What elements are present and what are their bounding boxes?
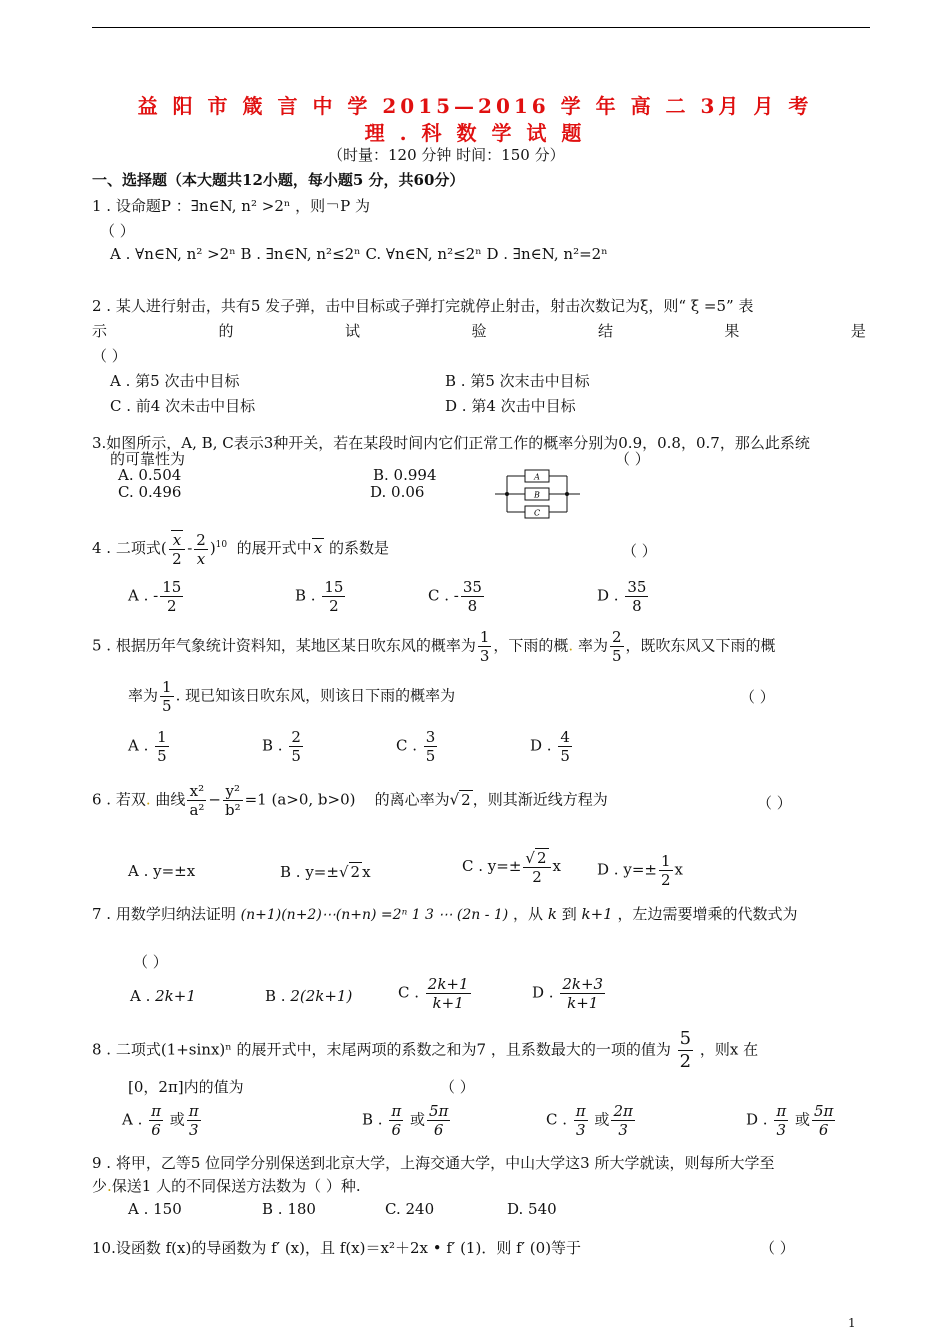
q4-c-den: 8	[467, 597, 478, 615]
q4-a-sign: -	[153, 586, 159, 605]
q3-option-c: C. 0.496	[118, 483, 182, 501]
q6-c-label: C .	[462, 857, 488, 875]
q8-b-d1: 6	[391, 1121, 402, 1139]
q6-d-num: 1	[660, 852, 671, 870]
q7-c-label: C .	[398, 983, 424, 1002]
q8-c-frac2	[611, 1102, 634, 1139]
q8-b-label: B .	[362, 1110, 388, 1129]
q5-b-label: B .	[262, 736, 288, 755]
q5-d-frac	[558, 728, 572, 765]
q6-stem: 6 . 若双. 曲线 $\frac{\text{x²}}{\text{a²}}$ − $\frac{\text{y²}}{\text{b²}}$ =1 (a>0, b>0) 的离心率为√ 2 ，则其渐近线方程为	[92, 782, 608, 819]
q5-frac-2	[610, 628, 624, 665]
q5-option-a	[128, 728, 171, 765]
title-line-2-text: 理 . 科 数 学 试 题	[364, 121, 586, 145]
q5-part3: 率为	[577, 636, 608, 655]
q4-frac-2	[194, 531, 208, 568]
q6-ys: y²	[223, 782, 243, 801]
q4-lead: 4 . 二项式	[92, 539, 161, 557]
q6-c-den: 2	[532, 868, 542, 886]
q10-stem: 10.设函数 f(x)的导函数为 f′ (x)，且 f(x)＝x²＋2x • f′ (1)．则 f′ (0)等于	[92, 1239, 582, 1257]
q5-c-label: C .	[396, 736, 422, 755]
q5-line-2	[128, 678, 455, 715]
q4-c-frac	[461, 578, 484, 615]
q4-stem: 4 . 二项式( $\frac{x}{2}$ - $\frac{2}{x}$ )$^{10}$ 的展开式中 x 的系数是	[92, 530, 389, 568]
q6-c-sqrt: 2	[536, 849, 547, 867]
q8-a-n1: π	[151, 1102, 161, 1120]
q2-word: 试	[344, 322, 360, 340]
q6-cond: =1 (a>0, b>0)	[244, 790, 356, 809]
q8-num: 5	[679, 1028, 692, 1049]
q4-b-num: 15	[324, 578, 344, 596]
q8-d-n1: π	[776, 1102, 787, 1120]
q6-b-text: y=±	[305, 863, 339, 881]
q5-f2-den: 5	[612, 647, 622, 665]
section-heading: 一、选择题（本大题共12小题，每小题5 分，共60分）	[92, 171, 465, 189]
q2-spread-line	[92, 320, 866, 341]
q5-mark: .	[568, 636, 574, 655]
title-line-2	[0, 117, 950, 146]
q6-part4: ，则其渐近线方程为	[472, 790, 608, 809]
q3-stem-2: 的可靠性为	[110, 450, 186, 468]
q6-b-label: B .	[280, 863, 306, 881]
q5-f3-num: 1	[162, 678, 172, 696]
q7-d-frac	[560, 975, 605, 1012]
q7-a-text: 2k+1	[155, 987, 196, 1005]
q6-option-d	[597, 852, 683, 889]
q10-answer-paren: （ ）	[760, 1239, 795, 1257]
q3-option-a: A. 0.504	[118, 466, 182, 484]
q6-b-x: x	[362, 863, 371, 881]
q5-line-1	[92, 628, 776, 665]
q7-part1: 7 . 用数学归纳法证明	[92, 905, 236, 923]
q9-line2a: 少	[92, 1177, 108, 1195]
q7-c-frac	[426, 975, 471, 1012]
q3-stem: 3.如图所示，A, B, C表示3种开关，若在某段时间内它们正常工作的概率分别为0.9，0.8，0.7，那么此系统	[92, 434, 810, 452]
q5-option-b	[262, 728, 305, 765]
q8-c-d1: 3	[575, 1121, 586, 1139]
q7-option-c	[398, 975, 473, 1012]
q5-f1-den: 3	[479, 647, 490, 665]
q5-a-den: 5	[157, 747, 167, 765]
circuit-diagram	[495, 466, 580, 522]
q5-c-frac	[424, 728, 438, 765]
q7-k: k	[547, 905, 557, 923]
q6-sqrt2: 2	[461, 790, 471, 809]
q8-option-c	[546, 1102, 637, 1139]
q4-d-frac	[625, 578, 648, 615]
q2-answer-paren: （ ）	[92, 347, 127, 365]
q9-option-d: D. 540	[507, 1200, 557, 1218]
q4-a-label: A .	[128, 586, 154, 605]
q8-b-frac2	[427, 1102, 450, 1139]
q4-exponent: 10	[215, 540, 228, 550]
q7-d-den: k+1	[567, 994, 599, 1012]
q6-option-b: B . y=±√ 2 x	[280, 863, 371, 881]
q7-formula: (n+1)(n+2)⋯(n+n) =2ⁿ 1 3 ⋯ (2n - 1)	[240, 907, 509, 923]
q7-part4: ，左边需要增乘的代数式为	[617, 905, 798, 923]
q5-line2b: . 现已知该日吹东风，则该日下雨的概率为	[175, 686, 456, 705]
q8-b-n1: π	[391, 1102, 402, 1120]
q6-d-label: D .	[597, 860, 624, 879]
q6-frac-y	[223, 782, 243, 819]
q4-a-den: 2	[166, 597, 177, 615]
q3-option-b: B. 0.994	[373, 466, 437, 484]
q5-a-num: 1	[157, 728, 167, 746]
q8-c-d2: 3	[618, 1121, 628, 1139]
q7-d-label: D .	[532, 983, 559, 1002]
q9-line-1: 9 . 将甲，乙等5 位同学分别保送到北京大学，上海交通大学，中山大学这3 所大学就读，则每所大学至	[92, 1154, 775, 1172]
q7-answer-paren: （ ）	[133, 953, 168, 971]
q4-tail: 的系数是	[328, 539, 389, 557]
q7-c-num: 2k+1	[427, 975, 469, 993]
q6-d-frac	[659, 852, 673, 889]
q4-num-2: 2	[196, 530, 206, 549]
q7-option-d	[532, 975, 607, 1012]
switch-c-label: C	[533, 508, 541, 518]
q7-stem	[92, 903, 798, 924]
q8-option-d	[746, 1102, 837, 1139]
q5-b-frac	[289, 728, 303, 765]
q4-c-sign: -	[453, 586, 459, 605]
q4-sqrt-x: x	[172, 531, 182, 549]
q2-option-c: C . 前4 次未击中目标	[110, 397, 256, 415]
q8-option-a	[122, 1102, 203, 1139]
q7-k1: k+1	[581, 905, 613, 923]
q4-c-label: C .	[428, 586, 454, 605]
q4-option-b	[295, 578, 347, 615]
q2-option-d: D . 第4 次击中目标	[445, 397, 576, 415]
q7-part3: 到	[561, 905, 577, 923]
q8-a-frac1	[149, 1102, 163, 1139]
q2-word: 是	[850, 322, 866, 340]
q8-a-label: A .	[122, 1110, 148, 1129]
q6-bs: b²	[224, 801, 241, 819]
switch-a-label: A	[534, 472, 540, 482]
q9-line-2	[92, 1175, 361, 1196]
q7-option-b	[265, 987, 352, 1005]
q9-option-c: C. 240	[385, 1200, 435, 1218]
q4-d-den: 8	[632, 597, 642, 615]
q2-word: 的	[218, 322, 234, 340]
q5-f2-num: 2	[612, 628, 622, 646]
q9-option-a: A . 150	[128, 1200, 182, 1218]
q8-d-label: D .	[746, 1110, 773, 1129]
q4-den-1: 2	[172, 550, 182, 568]
q5-b-num: 2	[291, 728, 301, 746]
q5-part4: ，既吹东风又下雨的概	[625, 636, 776, 655]
q7-part2: ，从	[513, 905, 544, 923]
q5-c-den: 5	[425, 747, 436, 765]
q4-d-label: D .	[597, 586, 624, 605]
q4-c-num: 35	[462, 578, 482, 596]
q6-part2: 曲线	[155, 790, 186, 809]
q8-b-or: 或	[409, 1110, 425, 1129]
q4-a-num: 15	[162, 578, 182, 596]
q3-answer-paren: （ ）	[615, 450, 650, 468]
q5-frac-3	[160, 678, 174, 715]
q8-c-or: 或	[594, 1110, 610, 1129]
q6-d-text: y=±	[623, 860, 657, 879]
q1-answer-paren: （ ）	[100, 222, 135, 240]
q8-d-n2: 5π	[814, 1102, 834, 1120]
switch-b-label: B	[534, 490, 540, 500]
top-rule	[92, 27, 870, 28]
q5-a-label: A .	[128, 736, 154, 755]
q8-c-label: C .	[546, 1110, 572, 1129]
q4-b-frac	[322, 578, 345, 615]
q2-stem: 2 . 某人进行射击，共有5 发子弹，击中目标或子弹打完就停止射击，射击次数记为ξ，则“ ξ =5” 表	[92, 297, 754, 315]
q6-xs: x²	[187, 782, 206, 801]
q6-d-x: x	[674, 860, 683, 879]
q8-a-d2: 3	[188, 1121, 199, 1139]
q8-d-d2: 6	[818, 1121, 829, 1139]
q8-b-n2: 5π	[428, 1102, 449, 1120]
q5-f1-num: 1	[479, 628, 490, 646]
q8-a-n2: π	[188, 1102, 199, 1120]
q8-d-or: 或	[794, 1110, 810, 1129]
q8-a-frac2	[187, 1102, 201, 1139]
q8-answer-paren: （ ）	[440, 1078, 475, 1096]
q1-options: A . ∀n∈N, n² >2ⁿ B . ∃n∈N, n²≤2ⁿ C. ∀n∈N, n²≤2ⁿ D . ∃n∈N, n²=2ⁿ	[110, 245, 608, 263]
q5-part2: ，下雨的概	[493, 636, 569, 655]
q6-mark: .	[145, 790, 151, 809]
q7-b-label: B .	[265, 987, 291, 1005]
q4-option-d	[597, 578, 650, 615]
q6-as: a²	[189, 801, 205, 819]
q6-option-c	[462, 848, 561, 886]
q8-c-n2: 2π	[613, 1102, 633, 1120]
q8-b-d2: 6	[433, 1121, 444, 1139]
q2-option-b: B . 第5 次末击中目标	[445, 372, 590, 390]
q6-c-text: y=±	[487, 857, 522, 875]
q5-option-c	[396, 728, 439, 765]
q6-part3: 的离心率为	[374, 790, 450, 809]
q5-d-label: D .	[530, 736, 557, 755]
q5-c-num: 3	[425, 728, 436, 746]
q6-option-a: A . y=±x	[128, 862, 196, 880]
q4-minus: -	[187, 539, 193, 557]
q4-option-c	[428, 578, 486, 615]
q5-d-num: 4	[560, 728, 570, 746]
q8-c-frac1	[574, 1102, 588, 1139]
q2-word: 果	[724, 322, 740, 340]
q2-word: 验	[471, 322, 487, 340]
q5-part1: 5 . 根据历年气象统计资料知，某地区某日吹东风的概率为	[92, 636, 476, 655]
q8-a-or: 或	[169, 1110, 185, 1129]
q9-mark: .	[107, 1177, 112, 1195]
q8-b-frac1	[389, 1102, 403, 1139]
q2-option-a: A . 第5 次击中目标	[110, 372, 240, 390]
q2-word: 结	[597, 322, 613, 340]
q8-line-2: [0，2π]内的值为	[128, 1078, 244, 1096]
q4-answer-paren: （ ）	[622, 542, 657, 560]
q4-d-num: 35	[627, 578, 647, 596]
q6-c-num: √ 2	[523, 848, 550, 868]
q4-sqrt-x-2: x	[313, 539, 323, 557]
q4-b-label: B .	[295, 586, 321, 605]
q8-option-b	[362, 1102, 452, 1139]
q8-d-frac2	[812, 1102, 835, 1139]
title-line-1: 益 阳 市 箴 言 中 学 2015—2016 学 年 高 二 3月 月 考	[137, 94, 813, 118]
q9-option-b: B . 180	[262, 1200, 316, 1218]
q5-a-frac	[155, 728, 169, 765]
q4-a-frac	[160, 578, 183, 615]
q5-d-den: 5	[560, 747, 570, 765]
q6-b-sqrt: 2	[350, 863, 361, 881]
q6-c-frac	[523, 848, 550, 886]
q8-stem	[92, 1028, 758, 1073]
page-number: 1	[848, 1316, 856, 1330]
q7-option-a	[130, 987, 196, 1005]
q5-f3-den: 5	[162, 697, 172, 715]
q8-part2: ，则x 在	[699, 1040, 759, 1059]
q8-d-d1: 3	[776, 1121, 787, 1139]
q8-a-d1: 6	[151, 1121, 161, 1139]
q1-stem: 1 . 设命题P ：∃n∈N, n² >2ⁿ ，则￢P 为	[92, 197, 370, 215]
q4-option-a	[128, 578, 185, 615]
q6-part1: 6 . 若双	[92, 790, 146, 809]
q8-part1: 8 . 二项式(1+sinx)ⁿ 的展开式中，末尾两项的系数之和为7 ，且系数最大的一项的值为	[92, 1040, 671, 1059]
q6-c-x: x	[552, 857, 561, 875]
q5-frac-1	[478, 628, 492, 665]
q3-option-d: D. 0.06	[370, 483, 425, 501]
time-info: （时量：120 分钟 时间：150 分）	[328, 146, 565, 164]
q5-option-d	[530, 728, 574, 765]
q4-den-2: x	[196, 549, 206, 568]
q2-word: 示	[92, 322, 108, 340]
q8-d-frac1	[774, 1102, 788, 1139]
q4-mid: 的展开式中	[236, 539, 312, 557]
q4-b-den: 2	[329, 597, 339, 615]
q7-a-label: A .	[130, 987, 156, 1005]
q7-b-text: 2(2k+1)	[290, 987, 353, 1005]
q6-d-den: 2	[660, 871, 671, 889]
q7-c-den: k+1	[432, 994, 464, 1012]
q8-c-n1: π	[575, 1102, 586, 1120]
q5-b-den: 5	[291, 747, 301, 765]
q8-den: 2	[679, 1051, 692, 1072]
q5-line2a: 率为	[128, 686, 159, 705]
q7-d-num: 2k+3	[562, 975, 604, 993]
q5-answer-paren: （ ）	[740, 688, 775, 706]
q4-frac-1	[169, 530, 185, 568]
q6-answer-paren: （ ）	[757, 794, 792, 812]
q6-frac-x	[187, 782, 206, 819]
q8-frac	[678, 1028, 693, 1073]
q9-line2b: 保送1 人的不同保送方法数为（ ）种.	[111, 1177, 361, 1195]
